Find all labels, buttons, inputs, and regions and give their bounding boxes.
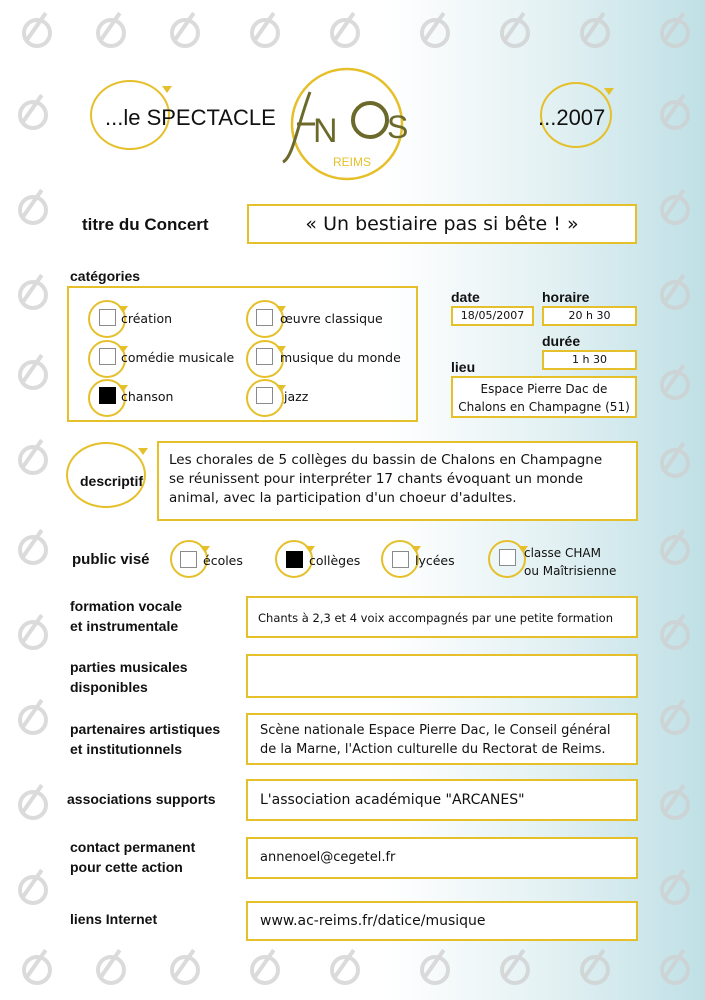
partenaires-label-2: et institutionnels [70,741,182,757]
titre-field[interactable] [247,204,637,244]
checkbox-ecoles[interactable] [180,551,197,568]
duree-field[interactable] [542,350,637,370]
formation-field[interactable] [246,596,638,638]
partenaires-label-1: partenaires artistiques [70,721,221,737]
header-right-title: ...2007 [538,105,606,130]
parties-field[interactable] [246,654,638,698]
checkbox-colleges[interactable] [286,551,303,568]
classe-cham-label: classe CHAM [524,546,601,560]
associations-label: associations supports [67,791,216,807]
liens-label: liens Internet [70,911,158,927]
logo-city: REIMS [333,155,372,169]
checkbox-classe-cham[interactable] [499,549,516,566]
horaire-field[interactable] [542,306,637,326]
checkbox-jazz[interactable] [256,387,273,404]
jazz-label: jazz [284,389,309,404]
descriptif-line1: Les chorales de 5 collèges du bassin de Chalons en Champagne [169,452,603,468]
horaire-value: 20 h 30 [568,309,611,322]
date-label: date [451,289,480,305]
titre-value: « Un bestiaire pas si bête ! » [305,213,579,235]
fncs-logo [275,62,430,187]
liens-value: www.ac-reims.fr/datice/musique [260,913,486,929]
horaire-label: horaire [542,289,590,305]
header-left-title: ...le SPECTACLE [105,105,276,130]
partenaires-line2: de la Marne, l'Action culturelle du Rectorat de Reims. [260,742,606,757]
checkbox-musique-du-monde[interactable] [256,348,273,365]
lieu-line1: Espace Pierre Dac de [480,382,608,396]
svg-text:S: S [387,109,409,145]
categories-label: catégories [70,268,141,284]
formation-label-2: et instrumentale [70,618,179,634]
liens-field[interactable] [246,901,638,941]
lieu-line2: Chalons en Champagne (51) [458,400,630,414]
colleges-label: collèges [309,553,361,568]
parties-label-1: parties musicales [70,659,188,675]
descriptif-field[interactable] [157,441,638,521]
creation-label: création [121,311,173,326]
parties-label-2: disponibles [70,679,148,695]
duree-value: 1 h 30 [572,353,607,366]
lieu-label: lieu [451,359,476,375]
descriptif-line3: animal, avec la participation d'un choeur d'adultes. [169,490,517,506]
date-field[interactable] [451,306,534,326]
duree-label: durée [542,333,581,349]
lieu-field[interactable] [451,376,637,418]
checkbox-oeuvre-classique[interactable] [256,309,273,326]
partenaires-line1: Scène nationale Espace Pierre Dac, le Conseil général [260,723,611,738]
partenaires-field[interactable] [246,713,638,765]
musique-du-monde-label: musique du monde [280,350,401,365]
contact-label-2: pour cette action [70,859,183,875]
public-label: public visé [72,551,150,568]
checkbox-creation[interactable] [99,309,116,326]
oeuvre-classique-label: œuvre classique [280,311,383,326]
associations-field[interactable] [246,779,638,821]
associations-value: L'association académique "ARCANES" [260,792,525,808]
comedie-musicale-label: comédie musicale [121,350,235,365]
checkbox-chanson[interactable] [99,387,116,404]
date-value: 18/05/2007 [460,309,525,322]
contact-value: annenoel@cegetel.fr [260,850,396,865]
descriptif-line2: se réunissent pour interpréter 17 chants évoquant un monde [169,471,584,487]
titre-label: titre du Concert [82,215,209,234]
svg-text:N: N [313,112,338,150]
maitrisienne-label: ou Maîtrisienne [524,564,617,578]
formation-value: Chants à 2,3 et 4 voix accompagnés par une petite formation [258,611,614,625]
contact-label-1: contact permanent [70,839,196,855]
lycees-label: lycées [415,553,455,568]
checkbox-comedie-musicale[interactable] [99,348,116,365]
chanson-label: chanson [121,389,174,404]
checkbox-lycees[interactable] [392,551,409,568]
ecoles-label: écoles [203,553,243,568]
contact-field[interactable] [246,837,638,879]
formation-label-1: formation vocale [70,598,183,614]
descriptif-label: descriptif [80,473,144,489]
